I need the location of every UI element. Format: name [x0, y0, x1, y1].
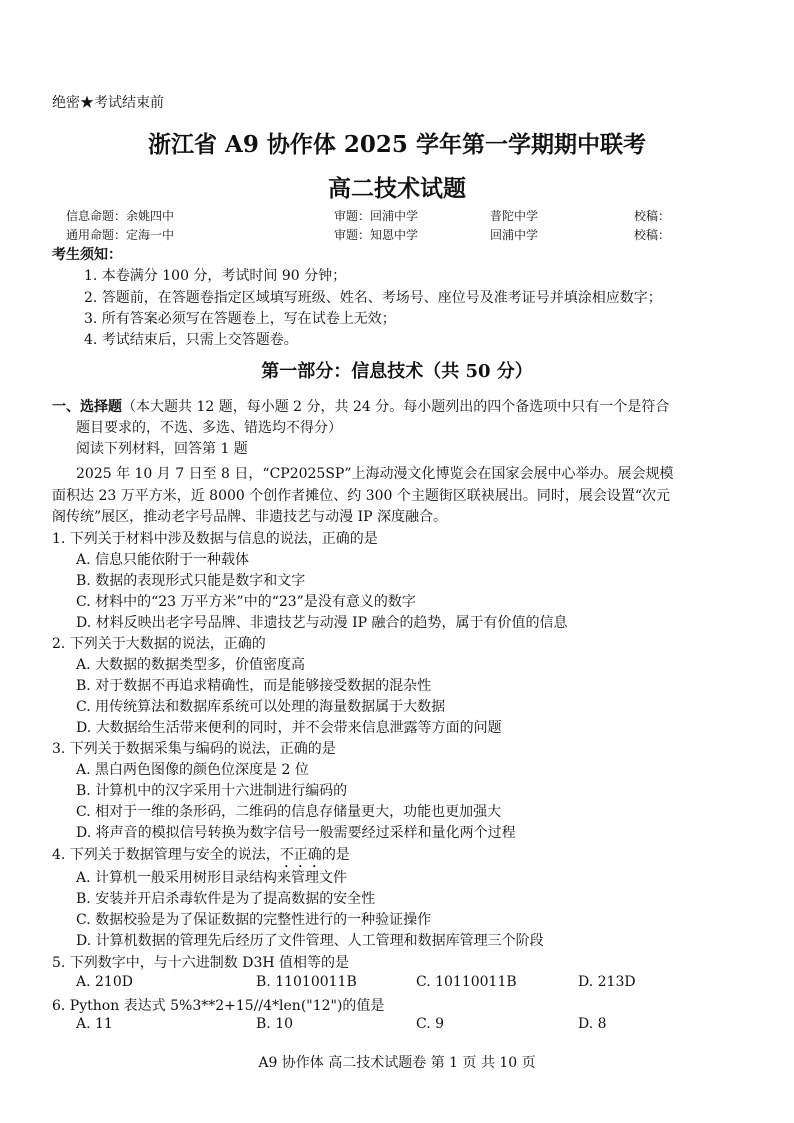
question-3-stem: 3. 下列关于数据采集与编码的说法，正确的是: [52, 741, 336, 757]
question-3-option-c: C. 相对于一维的条形码，二维码的信息存储量更大，功能也更加强大: [76, 804, 502, 820]
question-4-stem-suffix: 的是: [321, 847, 350, 863]
question-1-option-d: D. 材料反映出老字号品牌、非遗技艺与动漫 IP 融合的趋势，属于有价值的信息: [76, 615, 568, 631]
question-1-option-c: C. 材料中的“23 万平方米”中的“23”是没有意义的数字: [76, 594, 416, 610]
question-6-option-b: B. 10: [256, 1016, 294, 1032]
exam-title: 浙江省 A9 协作体 2025 学年第一学期期中联考: [148, 131, 646, 158]
meta-info-author: 信息命题：余姚四中: [66, 209, 175, 223]
meta-info-proofread: 校稿：: [634, 209, 671, 223]
question-4-option-d: D. 计算机数据的管理先后经历了文件管理、人工管理和数据库管理三个阶段: [76, 933, 544, 949]
exam-subtitle: 高二技术试题: [328, 175, 466, 202]
question-6-stem: 6. Python 表达式 5%3**2+15//4*len("12")的值是: [52, 998, 385, 1014]
section-intro: [52, 396, 669, 416]
notice-rule: 1. 本卷满分 100 分，考试时间 90 分钟；: [84, 268, 347, 284]
question-2-option-d: D. 大数据给生活带来便利的同时，并不会带来信息泄露等方面的问题: [76, 720, 502, 736]
passage-line: 面积达 23 万平方米，近 8000 个创作者摊位、约 300 个主题街区联袂展出。同时，展会设置“次元: [52, 488, 671, 504]
question-5-option-b: B. 11010011B: [256, 974, 357, 990]
section-label: 一、选择题: [52, 399, 122, 415]
notice-rule: 3. 所有答案必须写在答题卷上，写在试卷上无效；: [84, 311, 396, 327]
notice-rule: 2. 答题前，在答题卷指定区域填写班级、姓名、考场号、座位号及准考证号并填涂相应数字；: [84, 290, 662, 306]
question-5-option-a: A. 210D: [76, 974, 133, 990]
question-5-option-c: C. 10110011B: [416, 974, 517, 990]
meta-general-reviewer-2: 回浦中学: [490, 228, 539, 242]
question-4-stem-prefix: 4. 下列关于数据管理与安全的说法，: [52, 847, 280, 863]
meta-info-reviewer-2: 普陀中学: [490, 209, 539, 223]
section-instruction: 阅读下列材料，回答第 1 题: [76, 441, 248, 457]
question-6-option-d: D. 8: [578, 1016, 607, 1032]
passage-line: 2025 年 10 月 7 日至 8 日，“CP2025SP”上海动漫文化博览会在国家会展中心举办。展会规模: [76, 466, 674, 482]
question-4-emphasis: 不正确: [279, 847, 322, 863]
notice-heading: 考生须知：: [52, 247, 122, 263]
question-2-option-c: C. 用传统算法和数据库系统可以处理的海量数据属于大数据: [76, 699, 446, 715]
page-footer: A9 协作体 高二技术试题卷 第 1 页 共 10 页: [258, 1055, 536, 1071]
part-title: 第一部分：信息技术（共 50 分）: [261, 361, 533, 382]
section-intro-line2: 题目要求的，不选、多选、错选均不得分）: [76, 420, 342, 436]
question-4-option-c: C. 数据校验是为了保证数据的完整性进行的一种验证操作: [76, 912, 432, 928]
meta-general-proofread: 校稿：: [634, 228, 671, 242]
question-1-stem: 1. 下列关于材料中涉及数据与信息的说法，正确的是: [52, 531, 378, 547]
passage-line: 阁传统”展区，推动老字号品牌、非遗技艺与动漫 IP 深度融合。: [52, 509, 448, 525]
meta-general-author: 通用命题：定海一中: [66, 228, 175, 242]
question-2-stem: 2. 下列关于大数据的说法，正确的: [52, 636, 266, 652]
question-3-option-a: A. 黑白两色图像的颜色位深度是 2 位: [76, 762, 309, 778]
section-intro-line1: （本大题共 12 题，每小题 2 分，共 24 分。每小题列出的四个备选项中只有一个是符合: [122, 399, 670, 415]
notice-rule: 4. 考试结束后，只需上交答题卷。: [84, 332, 298, 348]
question-5-stem: 5. 下列数字中，与十六进制数 D3H 值相等的是: [52, 955, 350, 971]
question-1-option-a: A. 信息只能依附于一种载体: [76, 552, 250, 568]
question-4-option-b: B. 安装并开启杀毒软件是为了提高数据的安全性: [76, 891, 376, 907]
question-2-option-a: A. 大数据的数据类型多，价值密度高: [76, 657, 306, 673]
question-3-option-b: B. 计算机中的汉字采用十六进制进行编码的: [76, 783, 348, 799]
question-4-option-a: A. 计算机一般采用树形目录结构来管理文件: [76, 870, 348, 886]
question-6-option-a: A. 11: [76, 1016, 113, 1032]
meta-general-reviewer-1: 审题：知恩中学: [334, 228, 419, 242]
meta-info-reviewer-1: 审题：回浦中学: [334, 209, 419, 223]
question-6-option-c: C. 9: [416, 1016, 445, 1032]
confidential-mark: 绝密★考试结束前: [52, 95, 164, 111]
question-3-option-d: D. 将声音的模拟信号转换为数字信号一般需要经过采样和量化两个过程: [76, 825, 516, 841]
question-5-option-d: D. 213D: [578, 974, 636, 990]
question-1-option-b: B. 数据的表现形式只能是数字和文字: [76, 573, 306, 589]
question-2-option-b: B. 对于数据不再追求精确性，而是能够接受数据的混杂性: [76, 678, 432, 694]
